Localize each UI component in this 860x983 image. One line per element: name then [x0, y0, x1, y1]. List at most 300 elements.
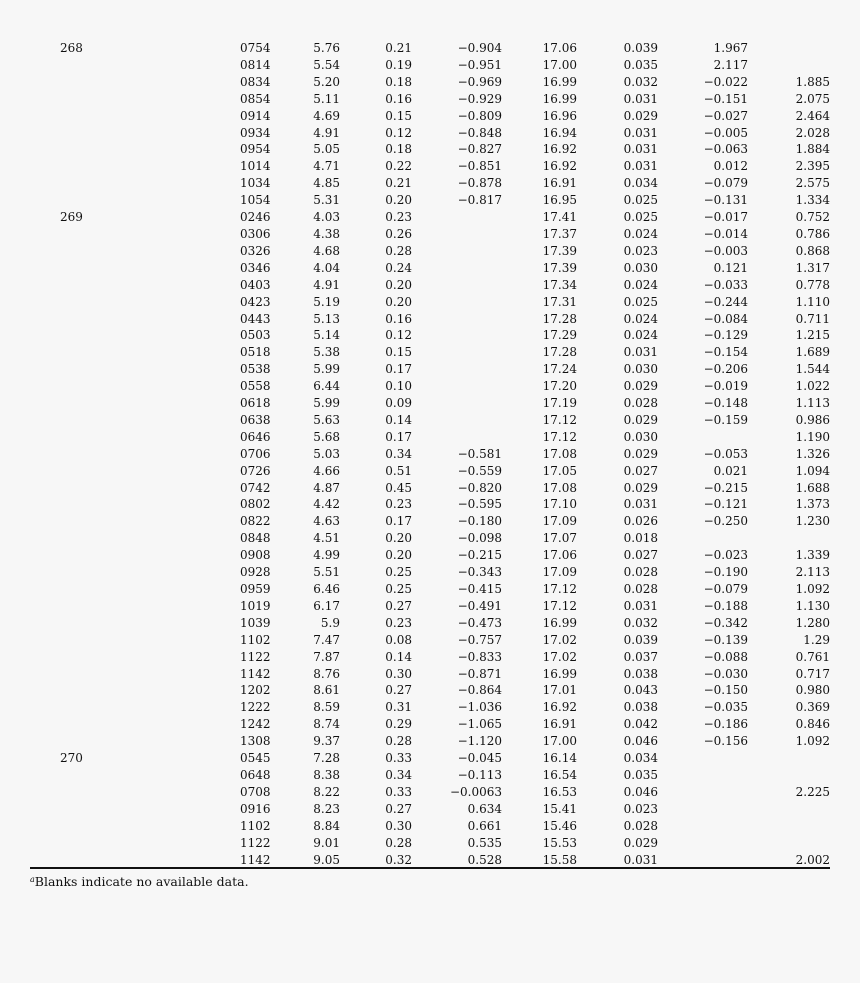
- value-cell: 0.20: [385, 548, 412, 563]
- value-cell: −0.244: [703, 294, 748, 309]
- value-cell: 0.121: [713, 260, 748, 275]
- group-cell: [30, 446, 100, 463]
- value-cell: −0.851: [457, 159, 502, 174]
- value-cell: 0.027: [623, 463, 658, 478]
- footnote-marker: a: [30, 875, 35, 884]
- table-row: [30, 581, 830, 598]
- value-cell: −0.215: [457, 548, 502, 563]
- value-cell: 17.06: [542, 548, 577, 563]
- value-cell: 16.96: [542, 108, 577, 123]
- group-cell: [30, 277, 100, 294]
- value-cell: 17.37: [542, 226, 577, 241]
- value-cell: 9.01: [313, 835, 340, 850]
- value-cell: 0.535: [467, 835, 502, 850]
- value-cell: [748, 750, 830, 767]
- value-cell: −0.035: [703, 700, 748, 715]
- value-cell: [658, 750, 748, 767]
- value-cell: 0.14: [385, 412, 412, 427]
- time-cell: 0814: [240, 57, 271, 72]
- value-cell: −0.139: [703, 632, 748, 647]
- time-cell: 1122: [240, 835, 271, 850]
- value-cell: 0.27: [385, 683, 412, 698]
- time-cell: 1054: [240, 193, 271, 208]
- footnote: [30, 874, 249, 889]
- value-cell: 0.29: [385, 717, 412, 732]
- value-cell: −0.014: [703, 226, 748, 241]
- value-cell: 0.20: [385, 294, 412, 309]
- value-cell: 6.46: [313, 582, 340, 596]
- value-cell: 1.885: [795, 74, 830, 89]
- value-cell: 4.03: [313, 210, 340, 225]
- table-row: [30, 108, 830, 125]
- group-cell: 268: [60, 41, 83, 55]
- table-row: [30, 733, 830, 750]
- value-cell: 17.05: [542, 463, 577, 478]
- table-row: [30, 480, 830, 497]
- table-row: [30, 615, 830, 632]
- value-cell: 2.395: [795, 159, 830, 174]
- table-row: [30, 311, 830, 328]
- table-row: [30, 243, 830, 260]
- value-cell: 0.752: [795, 210, 830, 225]
- value-cell: 5.03: [313, 446, 340, 461]
- value-cell: −0.757: [457, 632, 502, 647]
- group-cell: [30, 57, 100, 74]
- value-cell: 1.130: [795, 598, 830, 613]
- value-cell: 16.95: [542, 193, 577, 208]
- value-cell: 9.05: [313, 852, 340, 867]
- value-cell: 0.15: [385, 345, 412, 360]
- value-cell: 1.689: [795, 345, 830, 360]
- value-cell: 1.092: [795, 582, 830, 596]
- value-cell: [412, 260, 502, 277]
- group-cell: [30, 835, 100, 852]
- value-cell: −0.878: [457, 176, 502, 191]
- table-row: [30, 835, 830, 852]
- value-cell: 0.038: [623, 666, 658, 681]
- table-row: [30, 260, 830, 277]
- group-cell: 269: [60, 210, 83, 225]
- value-cell: 0.032: [623, 615, 658, 630]
- value-cell: 0.024: [623, 311, 658, 326]
- value-cell: 0.042: [623, 717, 658, 732]
- table-row: [30, 192, 830, 209]
- value-cell: −0.003: [703, 243, 748, 258]
- value-cell: 17.08: [542, 446, 577, 461]
- value-cell: 0.035: [623, 767, 658, 782]
- group-cell: [30, 412, 100, 429]
- value-cell: 0.031: [623, 91, 658, 106]
- table-row: [30, 750, 830, 767]
- value-cell: 0.27: [385, 801, 412, 816]
- value-cell: 0.031: [623, 497, 658, 512]
- time-cell: 0423: [240, 294, 271, 309]
- table-row: [30, 395, 830, 412]
- value-cell: 0.038: [623, 700, 658, 715]
- value-cell: −1.120: [457, 734, 502, 749]
- value-cell: 7.87: [313, 649, 340, 664]
- value-cell: 5.76: [313, 41, 340, 55]
- value-cell: −0.045: [457, 751, 502, 766]
- value-cell: 0.025: [623, 193, 658, 208]
- value-cell: [412, 311, 502, 328]
- value-cell: 17.20: [542, 379, 577, 394]
- value-cell: 4.87: [313, 480, 340, 495]
- time-cell: 0648: [240, 767, 271, 782]
- value-cell: 4.91: [313, 125, 340, 140]
- time-cell: 0558: [240, 379, 271, 394]
- time-cell: 0754: [240, 41, 271, 55]
- value-cell: 6.44: [313, 379, 340, 394]
- value-cell: [748, 40, 830, 57]
- value-cell: 0.10: [385, 379, 412, 394]
- value-cell: 1.967: [713, 41, 748, 55]
- group-cell: [30, 716, 100, 733]
- value-cell: [748, 530, 830, 547]
- time-cell: 0518: [240, 345, 271, 360]
- value-cell: 0.17: [385, 429, 412, 444]
- value-cell: 0.018: [623, 531, 658, 546]
- value-cell: 0.031: [623, 125, 658, 140]
- value-cell: 2.464: [795, 108, 830, 123]
- value-cell: 1.688: [795, 480, 830, 495]
- value-cell: −0.827: [457, 142, 502, 157]
- time-cell: 0403: [240, 277, 271, 292]
- value-cell: −0.929: [457, 91, 502, 106]
- value-cell: 0.786: [795, 226, 830, 241]
- value-cell: [412, 429, 502, 446]
- table-row: [30, 598, 830, 615]
- value-cell: 0.45: [385, 480, 412, 495]
- value-cell: 0.034: [623, 176, 658, 191]
- group-cell: [30, 294, 100, 311]
- table-row: [30, 767, 830, 784]
- value-cell: −0.156: [703, 734, 748, 749]
- table-row: [30, 175, 830, 192]
- value-cell: −0.250: [703, 514, 748, 529]
- value-cell: 16.53: [542, 784, 577, 799]
- value-cell: −0.864: [457, 683, 502, 698]
- value-cell: 16.91: [542, 176, 577, 191]
- group-cell: [30, 243, 100, 260]
- table-row: [30, 361, 830, 378]
- value-cell: 0.028: [623, 565, 658, 580]
- value-cell: 0.778: [795, 277, 830, 292]
- time-cell: 0638: [240, 412, 271, 427]
- time-cell: 0726: [240, 463, 271, 478]
- group-cell: [30, 649, 100, 666]
- value-cell: −0.033: [703, 277, 748, 292]
- value-cell: 4.69: [313, 108, 340, 123]
- value-cell: 1.373: [795, 497, 830, 512]
- time-cell: 1222: [240, 700, 271, 715]
- value-cell: [412, 243, 502, 260]
- value-cell: 17.12: [542, 412, 577, 427]
- value-cell: 0.33: [385, 784, 412, 799]
- time-cell: 0618: [240, 396, 271, 411]
- table-row: [30, 496, 830, 513]
- value-cell: 4.68: [313, 243, 340, 258]
- table-row: [30, 226, 830, 243]
- value-cell: 0.30: [385, 666, 412, 681]
- value-cell: 16.92: [542, 142, 577, 157]
- value-cell: 5.99: [313, 362, 340, 377]
- value-cell: [658, 835, 748, 852]
- value-cell: 4.42: [313, 497, 340, 512]
- group-cell: [30, 682, 100, 699]
- value-cell: 0.043: [623, 683, 658, 698]
- value-cell: 17.07: [542, 531, 577, 546]
- group-cell: [30, 378, 100, 395]
- value-cell: 0.031: [623, 142, 658, 157]
- value-cell: −0.154: [703, 345, 748, 360]
- time-cell: 0928: [240, 565, 271, 580]
- value-cell: −0.951: [457, 57, 502, 72]
- value-cell: 0.28: [385, 734, 412, 749]
- value-cell: [412, 378, 502, 395]
- value-cell: 0.028: [623, 582, 658, 596]
- value-cell: 0.846: [795, 717, 830, 732]
- value-cell: 5.38: [313, 345, 340, 360]
- value-cell: −0.871: [457, 666, 502, 681]
- value-cell: 17.08: [542, 480, 577, 495]
- value-cell: [412, 277, 502, 294]
- data-table-container: [30, 40, 830, 868]
- value-cell: 0.031: [623, 345, 658, 360]
- value-cell: −0.151: [703, 91, 748, 106]
- group-cell: [30, 784, 100, 801]
- value-cell: 17.28: [542, 311, 577, 326]
- value-cell: 1.339: [795, 548, 830, 563]
- value-cell: 0.14: [385, 649, 412, 664]
- value-cell: 0.023: [623, 243, 658, 258]
- value-cell: 16.14: [542, 751, 577, 766]
- group-cell: [30, 496, 100, 513]
- value-cell: 4.91: [313, 277, 340, 292]
- value-cell: 0.16: [385, 91, 412, 106]
- value-cell: 0.031: [623, 598, 658, 613]
- value-cell: [748, 767, 830, 784]
- value-cell: 6.17: [313, 598, 340, 613]
- value-cell: −0.079: [703, 176, 748, 191]
- value-cell: −0.079: [703, 582, 748, 596]
- value-cell: 5.63: [313, 412, 340, 427]
- group-cell: [30, 395, 100, 412]
- value-cell: [412, 361, 502, 378]
- value-cell: [658, 530, 748, 547]
- value-cell: −0.190: [703, 565, 748, 580]
- value-cell: 16.94: [542, 125, 577, 140]
- value-cell: 5.9: [320, 615, 340, 630]
- time-cell: 0916: [240, 801, 271, 816]
- group-cell: [30, 91, 100, 108]
- value-cell: 17.10: [542, 497, 577, 512]
- time-cell: 0914: [240, 108, 271, 123]
- value-cell: [412, 395, 502, 412]
- value-cell: 0.046: [623, 734, 658, 749]
- time-cell: 1019: [240, 598, 271, 613]
- value-cell: 1.215: [795, 328, 830, 343]
- value-cell: −0.129: [703, 328, 748, 343]
- value-cell: 16.99: [542, 74, 577, 89]
- value-cell: 0.31: [385, 700, 412, 715]
- value-cell: 17.28: [542, 345, 577, 360]
- value-cell: 4.85: [313, 176, 340, 191]
- value-cell: 0.028: [623, 818, 658, 833]
- value-cell: 17.09: [542, 514, 577, 529]
- value-cell: −0.053: [703, 446, 748, 461]
- time-cell: 0646: [240, 429, 271, 444]
- value-cell: 0.035: [623, 57, 658, 72]
- value-cell: 0.761: [795, 649, 830, 664]
- value-cell: −0.022: [703, 74, 748, 89]
- value-cell: 0.029: [623, 379, 658, 394]
- value-cell: 0.18: [385, 74, 412, 89]
- value-cell: 9.37: [313, 734, 340, 749]
- value-cell: 2.117: [713, 57, 748, 72]
- value-cell: 0.021: [713, 463, 748, 478]
- value-cell: 1.29: [803, 632, 830, 647]
- value-cell: 0.34: [385, 446, 412, 461]
- time-cell: 1242: [240, 717, 271, 732]
- value-cell: −0.005: [703, 125, 748, 140]
- value-cell: 0.026: [623, 514, 658, 529]
- group-cell: [30, 852, 100, 869]
- value-cell: 0.20: [385, 193, 412, 208]
- time-cell: 0326: [240, 243, 271, 258]
- table-row: [30, 699, 830, 716]
- value-cell: 0.23: [385, 497, 412, 512]
- group-cell: [30, 158, 100, 175]
- value-cell: 5.68: [313, 429, 340, 444]
- group-cell: [30, 666, 100, 683]
- value-cell: 0.027: [623, 548, 658, 563]
- value-cell: 1.190: [795, 429, 830, 444]
- value-cell: 17.02: [542, 632, 577, 647]
- group-cell: [30, 361, 100, 378]
- value-cell: 17.24: [542, 362, 577, 377]
- value-cell: 4.63: [313, 514, 340, 529]
- value-cell: 2.575: [795, 176, 830, 191]
- value-cell: −0.809: [457, 108, 502, 123]
- time-cell: 1102: [240, 818, 271, 833]
- group-cell: [30, 260, 100, 277]
- value-cell: −0.148: [703, 396, 748, 411]
- table-row: [30, 344, 830, 361]
- data-table: [30, 40, 830, 868]
- value-cell: 8.38: [313, 767, 340, 782]
- value-cell: 15.58: [542, 852, 577, 867]
- value-cell: 17.00: [542, 57, 577, 72]
- value-cell: 0.23: [385, 210, 412, 225]
- value-cell: −0.581: [457, 446, 502, 461]
- value-cell: 0.030: [623, 362, 658, 377]
- table-row: [30, 141, 830, 158]
- value-cell: 16.92: [542, 700, 577, 715]
- time-cell: 0538: [240, 362, 271, 377]
- value-cell: 8.61: [313, 683, 340, 698]
- value-cell: −0.121: [703, 497, 748, 512]
- group-cell: [30, 175, 100, 192]
- table-row: [30, 412, 830, 429]
- value-cell: 0.25: [385, 582, 412, 596]
- value-cell: 5.14: [313, 328, 340, 343]
- value-cell: 0.17: [385, 362, 412, 377]
- time-cell: 0708: [240, 784, 271, 799]
- time-cell: 1142: [240, 666, 271, 681]
- value-cell: 0.22: [385, 159, 412, 174]
- value-cell: −0.113: [457, 767, 502, 782]
- time-cell: 0742: [240, 480, 271, 495]
- group-cell: [30, 598, 100, 615]
- value-cell: −0.084: [703, 311, 748, 326]
- table-row: [30, 530, 830, 547]
- value-cell: 16.99: [542, 91, 577, 106]
- value-cell: 2.225: [795, 784, 830, 799]
- group-cell: [30, 108, 100, 125]
- value-cell: 1.544: [795, 362, 830, 377]
- value-cell: −0.180: [457, 514, 502, 529]
- value-cell: 0.046: [623, 784, 658, 799]
- value-cell: 16.54: [542, 767, 577, 782]
- table-row: [30, 429, 830, 446]
- value-cell: −0.088: [703, 649, 748, 664]
- value-cell: −0.342: [703, 615, 748, 630]
- group-cell: [30, 547, 100, 564]
- value-cell: 0.24: [385, 260, 412, 275]
- value-cell: 4.99: [313, 548, 340, 563]
- table-row: [30, 327, 830, 344]
- value-cell: −0.491: [457, 598, 502, 613]
- value-cell: 0.034: [623, 751, 658, 766]
- value-cell: −0.904: [457, 41, 502, 55]
- value-cell: 0.031: [623, 159, 658, 174]
- group-cell: [30, 226, 100, 243]
- value-cell: 17.29: [542, 328, 577, 343]
- group-cell: [30, 818, 100, 835]
- value-cell: −0.098: [457, 531, 502, 546]
- value-cell: 5.11: [313, 91, 340, 106]
- value-cell: 0.20: [385, 277, 412, 292]
- value-cell: 0.012: [713, 159, 748, 174]
- value-cell: −0.0063: [449, 784, 502, 799]
- value-cell: 0.030: [623, 429, 658, 444]
- value-cell: −0.186: [703, 717, 748, 732]
- value-cell: 7.47: [313, 632, 340, 647]
- value-cell: −0.215: [703, 480, 748, 495]
- value-cell: −0.473: [457, 615, 502, 630]
- value-cell: [412, 226, 502, 243]
- value-cell: [658, 429, 748, 446]
- value-cell: 0.028: [623, 396, 658, 411]
- value-cell: −0.023: [703, 548, 748, 563]
- table-row: [30, 378, 830, 395]
- value-cell: 1.092: [795, 734, 830, 749]
- value-cell: 0.09: [385, 396, 412, 411]
- group-cell: [30, 463, 100, 480]
- footnote-text: Blanks indicate no available data.: [34, 874, 249, 889]
- value-cell: 8.22: [313, 784, 340, 799]
- table-row: [30, 801, 830, 818]
- value-cell: 16.99: [542, 666, 577, 681]
- value-cell: 0.28: [385, 243, 412, 258]
- value-cell: 0.030: [623, 260, 658, 275]
- value-cell: 0.711: [795, 311, 830, 326]
- value-cell: 8.23: [313, 801, 340, 816]
- value-cell: 4.04: [313, 260, 340, 275]
- value-cell: −0.848: [457, 125, 502, 140]
- table-row: [30, 564, 830, 581]
